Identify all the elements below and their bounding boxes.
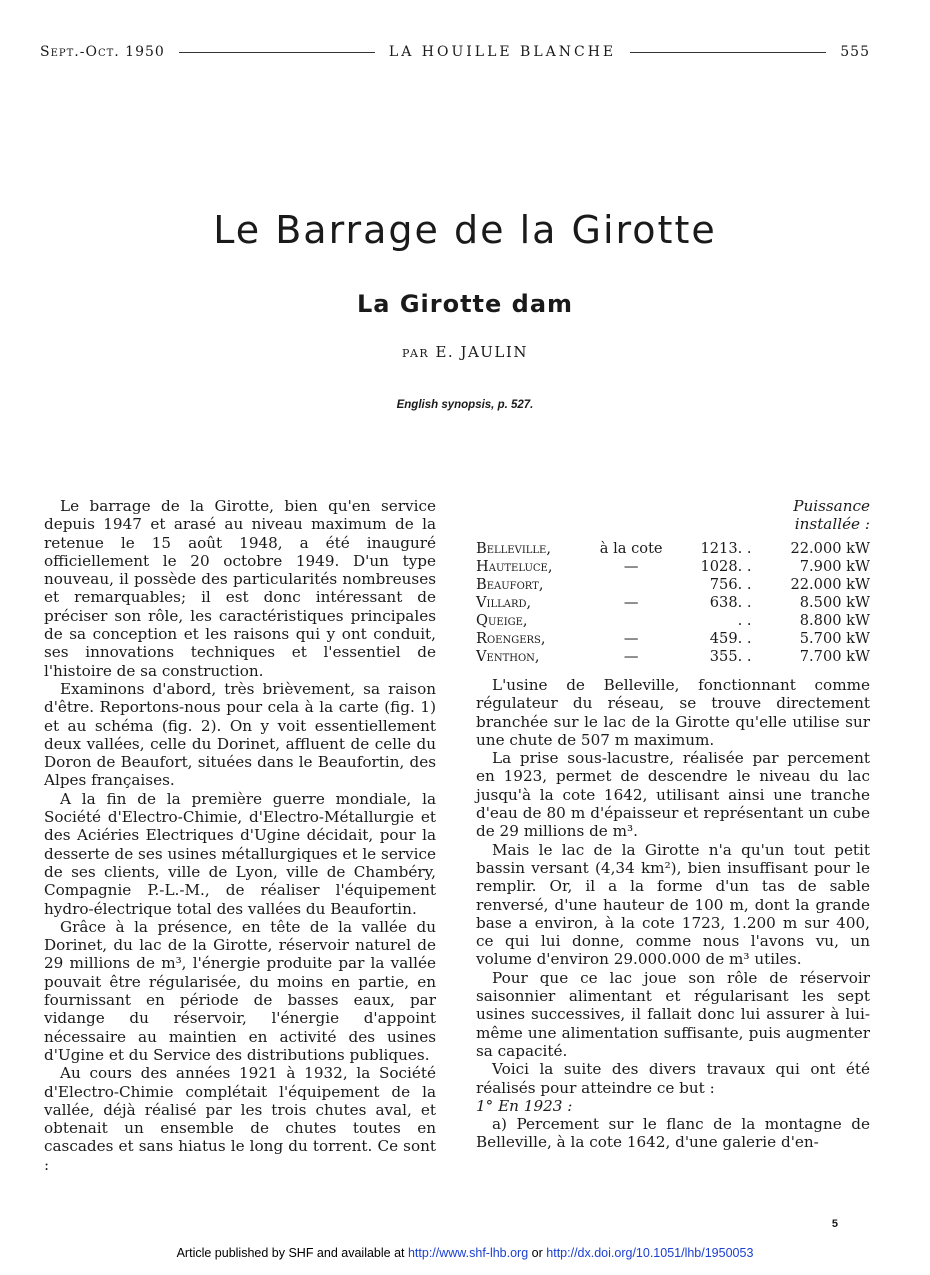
section-heading: 1° En 1923 : [476,1096,573,1115]
footer-link-doi[interactable]: http://dx.doi.org/10.1051/lhb/1950053 [546,1246,754,1260]
paragraph: Pour que ce lac joue son rôle de réservoir saisonnier alimentant et régularisant les sept usines successives, il fallait donc lui assurer à lui-même une alimentation suffisante, puis augmenter sa capacité. [476,968,870,1060]
paragraph: La prise sous-lacustre, réalisée par percement en 1923, permet de descendre le niveau du lac jusqu'à la cote 1642, utilisant ainsi une tranche d'eau de 80 m d'épaisseur et représentant un cube de 29 millions de m³. [476,749,870,841]
plant-power: 8.500 kW [799,594,870,611]
footer-or: or [531,1246,543,1260]
byline-prefix: par [402,343,430,361]
article-title: Le Barrage de la Girotte [213,208,717,252]
table-row [476,594,870,612]
byline [0,343,930,361]
plant-cote: 355. . [709,648,752,665]
table-header [476,497,870,533]
paragraph: Examinons d'abord, très brièvement, sa raison d'être. Reportons-nous pour cela à la carte (fig. 1) et au schéma (fig. 2). On y voit essentiellement deux vallées, celle du Dorinet, affluent de celle du Doron de Beaufort, situées dans le Beaufortin, des Alpes françaises. [44,679,436,790]
plant-power: 8.800 kW [799,612,870,629]
plant-power: 5.700 kW [799,630,870,647]
plant-power: 7.700 kW [799,648,870,665]
paragraph: Le barrage de la Girotte, bien qu'en service depuis 1947 et arasé au niveau maximum de la retenue le 15 août 1948, a été inauguré officiellement le 20 octobre 1949. D'un type nouveau, il possède des particularités nombreuses et remarquables; il est donc intéressant de préciser son rôle, les caractéristiques principales de sa conception et les raisons qui y ont conduit, ses innovations techniques et l'essentiel de l'histoire de sa construction. [44,497,436,680]
plant-cote: 1213. . [700,540,752,557]
paragraph: L'usine de Belleville, fonctionnant comme régulateur du réseau, se trouve directement branchée sur le lac de la Girotte qu'elle utilise sur une chute de 507 m maximum. [476,676,870,749]
plant-cote: 459. . [709,630,752,647]
publication-footer [0,1246,930,1260]
plant-power: 22.000 kW [790,540,870,557]
header-rule-right [630,52,826,53]
plant-mark: — [623,648,639,665]
paragraph: Mais le lac de la Girotte n'a qu'un tout petit bassin versant (4,34 km²), bien insuffisant pour le remplir. Or, il a la forme d'un tas de sable renversé, d'une hauteur de 100 m, dont la grande base a environ, à la cote 1723, 1.200 m sur 400, ce qui lui donne, comme nous l'avons vu, un volume d'environ 29.000.000 de m³ utiles. [476,840,870,969]
power-plants-table [476,540,870,666]
plant-cote: 1028. . [700,558,752,575]
plant-mark: — [623,594,639,611]
header-rule-left [179,52,375,53]
plant-mark: — [623,630,639,647]
plant-name: Hauteluce, [476,558,553,575]
synopsis-note: English synopsis, p. 527. [396,399,534,411]
plant-mark [586,576,676,594]
issue-date: Sept.-Oct. 1950 [40,44,165,60]
plant-mark: à la cote [599,540,663,557]
plant-mark [586,612,676,630]
plant-name: Villard, [476,594,532,611]
table-row [476,540,870,558]
plant-name: Venthon, [476,648,540,665]
table-row [476,630,870,648]
table-row [476,612,870,630]
footer-link-shf[interactable]: http://www.shf-lhb.org [407,1246,529,1260]
table-row [476,576,870,594]
table-header-line: Puissance [793,497,870,515]
plant-power: 7.900 kW [799,558,870,575]
table-row [476,558,870,576]
plant-power: 22.000 kW [790,576,870,593]
plant-name: Beaufort, [476,576,544,593]
paragraph: a) Percement sur le flanc de la montagne de Belleville, à la cote 1642, d'une galerie d'en- [476,1115,870,1152]
paragraph: Grâce à la présence, en tête de la vallée du Dorinet, du lac de la Girotte, réservoir naturel de 29 millions de m³, l'énergie produite par la vallée pouvait être régularisée, du moins en partie, en fournissant en période de basses eaux, par vidange du réservoir, l'énergie d'appoint nécessaire au maintien en activité des usines d'Ugine et du Service des distributions publiques. [44,917,436,1064]
paragraph: A la fin de la première guerre mondiale, la Société d'Electro-Chimie, d'Electro-Métallurgie et des Aciéries Electriques d'Ugine décidait, pour la desserte de ses usines métallurgiques et le service de ses clients, ville de Lyon, ville de Chambéry, Compagnie P.-L.-M., de réaliser l'équipement hydro-électrique total des vallées du Beaufortin. [44,789,436,918]
plant-cote: 756. . [709,576,752,593]
plant-cote: 638. . [709,594,752,611]
table-header-line: installée : [794,515,870,533]
running-head [40,44,870,60]
plant-name: Queige, [476,612,528,629]
left-column [44,497,436,1174]
paragraph: Au cours des années 1921 à 1932, la Société d'Electro-Chimie complétait l'équipement de la vallée, déjà réalisé par les trois chutes aval, et obtenait un ensemble de chutes toutes en cascades et sans hiatus le long du torrent. Ce sont : [44,1064,436,1174]
page-number: 5 [831,1218,838,1230]
journal-page-number: 555 [840,44,870,60]
plant-mark: — [623,558,639,575]
plant-cote: . . [737,612,752,629]
plant-name: Roengers, [476,630,546,647]
paragraph: Voici la suite des divers travaux qui ont été réalisés pour atteindre ce but : [476,1060,870,1097]
table-row [476,648,870,666]
author-name: E. JAULIN [435,343,528,361]
right-column [476,497,870,1152]
article-subtitle: La Girotte dam [356,290,574,318]
journal-name: LA HOUILLE BLANCHE [388,44,617,60]
footer-text: Article published by SHF and available at [176,1246,405,1260]
plant-name: Belleville, [476,540,551,557]
